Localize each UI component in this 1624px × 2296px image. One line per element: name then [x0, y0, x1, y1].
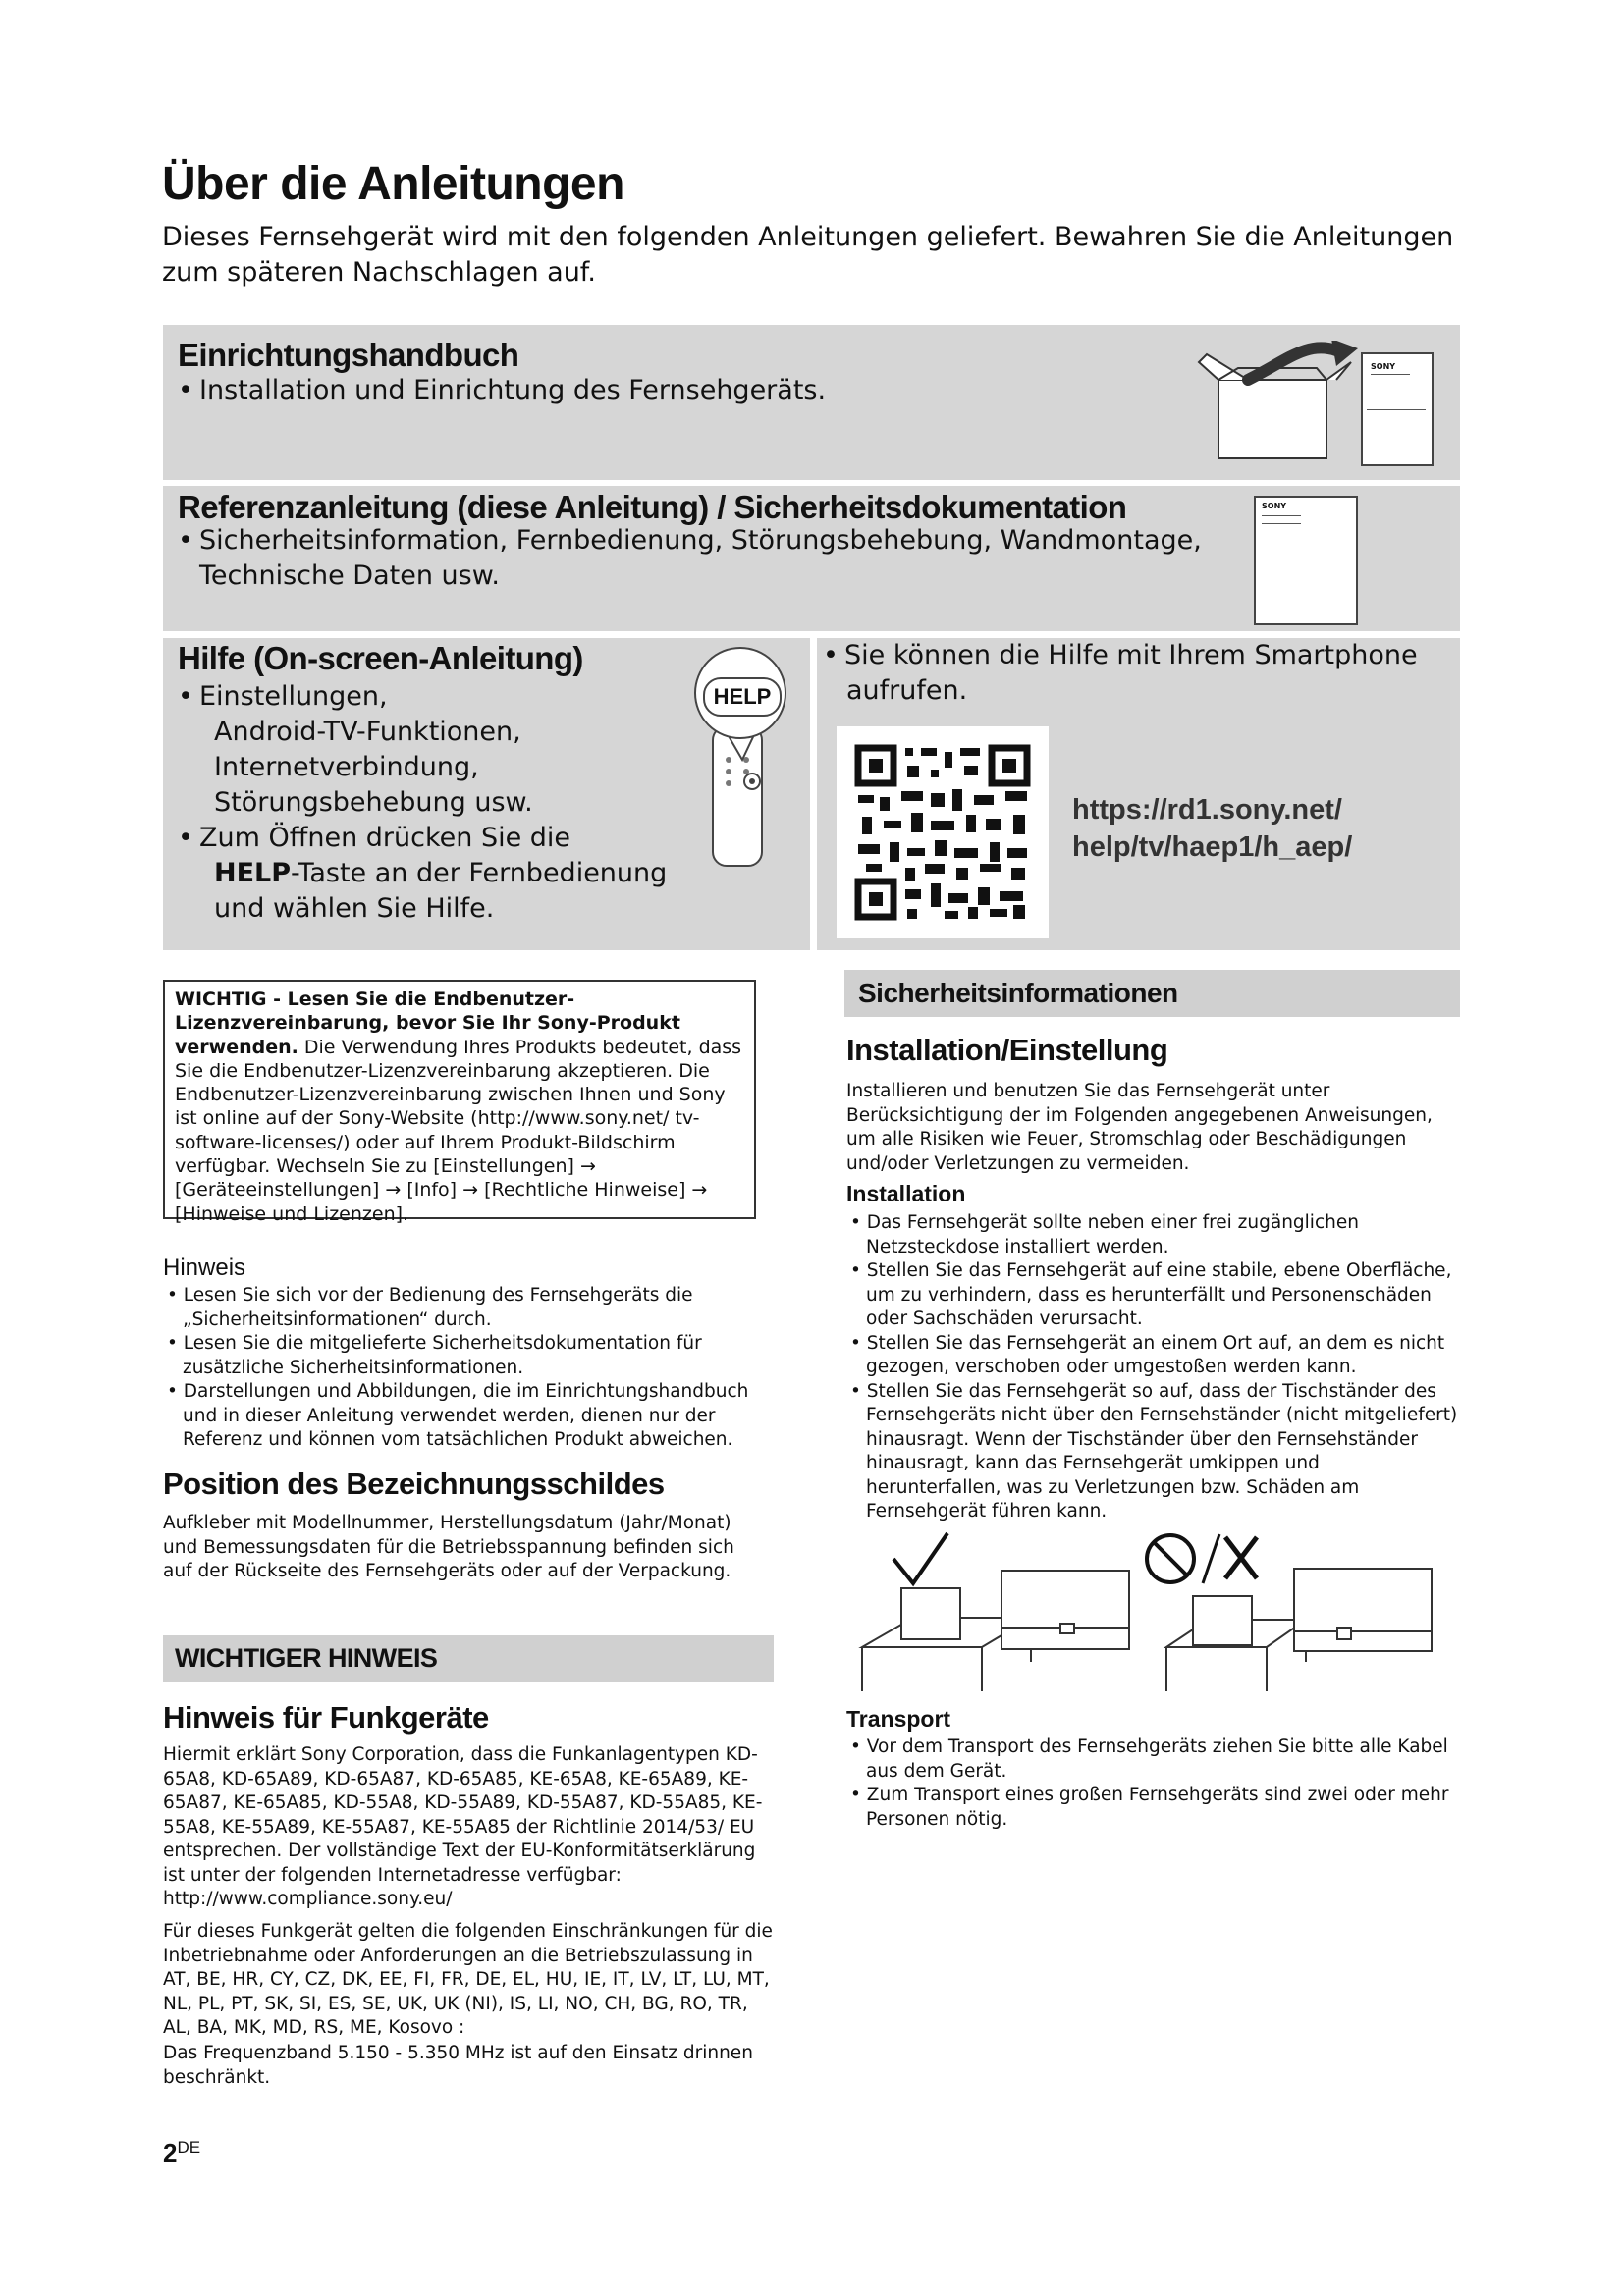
help-bullets: • Einstellungen, Android-TV-Funktionen, Internetverbindung, Störungsbehebung usw. • Zum Öffnen drücken Sie die HELP-Taste an der Fernbedienung und wählen Sie Hilfe.: [178, 681, 668, 924]
reference-manual-title: Referenzanleitung (diese Anleitung) / Sicherheitsdokumentation: [178, 489, 1127, 525]
radio-notice-title: Hinweis für Funkgeräte: [163, 1700, 489, 1735]
brand-label: SONY: [1371, 362, 1396, 371]
hinweis-list: [163, 1284, 772, 1453]
brand-label: SONY: [1262, 502, 1287, 510]
radio-notice-p3: Das Frequenzband 5.150 - 5.350 MHz ist auf den Einsatz drinnen beschränkt.: [163, 2043, 753, 2088]
position-title: Position des Bezeichnungsschildes: [163, 1467, 665, 1501]
setup-manual-box: [163, 325, 1460, 480]
list-item: • Stellen Sie das Fernsehgerät an einem Ort auf, an dem es nicht gezogen, verschoben oder umgestoßen werden kann.: [850, 1332, 1445, 1377]
reference-manual-document-icon: [1254, 496, 1358, 625]
page-number: 2DE: [163, 2138, 201, 2167]
eula-notice-bold: WICHTIG - Lesen Sie die Endbenutzer-Lizenzvereinbarung, bevor Sie Ihr Sony-Produkt verwenden.: [175, 988, 680, 1058]
safety-info-bar: [844, 970, 1460, 1017]
position-text: Aufkleber mit Modellnummer, Herstellungsdatum (Jahr/Monat) und Bemessungsdaten für die Betriebsspannung befinden sich auf der Rückseite des Fernsehgeräts oder auf der Verpackung.: [163, 1513, 734, 1581]
smartphone-text: • Sie können die Hilfe mit Ihrem Smartphone aufrufen.: [823, 640, 1418, 706]
hinweis-title: Hinweis: [163, 1255, 246, 1281]
list-item: • Vor dem Transport des Fernsehgeräts ziehen Sie bitte alle Kabel aus dem Gerät.: [850, 1736, 1448, 1782]
qr-code: [837, 726, 1049, 938]
installation-list: [846, 1211, 1460, 1524]
reference-manual-bullet: • Sicherheitsinformation, Fernbedienung, Störungsbehebung, Wandmontage, Technische Daten usw.: [178, 525, 1202, 591]
safety-info-label: Sicherheitsinformationen: [858, 978, 1178, 1008]
transport-list: [846, 1735, 1460, 1832]
tv-stand-illustration: [854, 1529, 1443, 1701]
qr-code-icon: [837, 726, 1049, 938]
list-item: • Lesen Sie die mitgelieferte Sicherheitsdokumentation für zusätzliche Sicherheitsinformationen.: [167, 1333, 702, 1378]
setup-manual-document-icon: [1361, 352, 1434, 466]
list-item: • Zum Transport eines großen Fernsehgeräts sind zwei oder mehr Personen nötig.: [850, 1785, 1449, 1830]
setup-manual-bullet: • Installation und Einrichtung des Fernsehgeräts.: [178, 375, 827, 405]
transport-title: Transport: [846, 1706, 951, 1732]
installation-title: Installation: [846, 1181, 966, 1206]
list-item: • Das Fernsehgerät sollte neben einer frei zugänglichen Netzsteckdose installiert werden.: [850, 1212, 1359, 1257]
help-button-label: HELP: [703, 677, 782, 717]
packaging-box-icon: [1189, 341, 1385, 468]
radio-notice-p1: Hiermit erklärt Sony Corporation, dass die Funkanlagentypen KD-65A8, KD-65A89, KD-65A87, KD-65A85, KE-65A8, KE-65A89, KE-65A87, KE-65A85, KD-55A8, KD-55A89, KD-55A87, KD-55A85, KE-55A8, KE-55A89, KE-55A87, KE-55A85 der Richtlinie 2014/53/ EU entsprechen. Der vollständige Text der EU-Konformitätserklärung ist unter der folgenden Internetadresse verfügbar: http://www.compliance.sony.eu/: [163, 1744, 763, 1909]
important-notice-label: WICHTIGER HINWEIS: [175, 1643, 438, 1673]
help-box-right: [817, 638, 1460, 950]
page-intro: Dieses Fernsehgerät wird mit den folgenden Anleitungen geliefert. Bewahren Sie die Anleitungen zum späteren Nachschlagen auf.: [162, 222, 1454, 288]
installation-setup-title: Installation/Einstellung: [846, 1033, 1168, 1067]
page-title: Über die Anleitungen: [162, 158, 624, 210]
eula-notice-text: Die Verwendung Ihres Produkts bedeutet, dass Sie die Endbenutzer-Lizenzvereinbarung akzeptieren. Die Endbenutzer-Lizenzvereinbarung zwischen Ihnen und Sony ist online auf der Sony-Website (http://www.sony.net/ tv-software-licenses/) oder auf Ihrem Produkt-Bildschirm verfügbar. Wechseln Sie zu [Einstellungen] → [Geräteeinstellungen] → [Info] → [Rechtliche Hinweise] → [Hinweise und Lizenzen].: [175, 1036, 742, 1225]
help-title: Hilfe (On-screen-Anleitung): [178, 640, 583, 676]
list-item: • Stellen Sie das Fernsehgerät auf eine stabile, ebene Oberfläche, um zu verhindern, dass es herunterfällt und Personenschäden oder Sachschäden verursacht.: [850, 1260, 1452, 1329]
help-box-left: [163, 638, 810, 950]
list-item: • Stellen Sie das Fernsehgerät so auf, dass der Tischständer des Fernsehgeräts nicht über den Fernsehständer (nicht mitgeliefert) hinausragt. Wenn der Tischständer über den Fernsehständer hinausragt, kann das Fernsehgerät umkippen und herunterfallen, was zu Verletzungen bzw. Schäden am Fernsehgerät führen kann.: [850, 1380, 1458, 1522]
reference-manual-box: [163, 486, 1460, 631]
list-item: • Lesen Sie sich vor der Bedienung des Fernsehgeräts die „Sicherheitsinformationen“ durch.: [167, 1285, 693, 1330]
eula-notice-box: [163, 980, 756, 1225]
safety-intro: Installieren und benutzen Sie das Fernsehgerät unter Berücksichtigung der im Folgenden angegebenen Anweisungen, um alle Risiken wie Feuer, Stromschlag oder Beschädigungen und/oder Verletzungen zu vermeiden.: [846, 1081, 1433, 1174]
radio-notice-p2: Für dieses Funkgerät gelten die folgenden Einschränkungen für die Inbetriebnahme oder Anforderungen an die Betriebszulassung in AT, BE, HR, CY, CZ, DK, EE, FI, FR, DE, EL, HU, IE, IT, LV, LT, LU, MT, NL, PL, PT, SK, SI, ES, SE, UK, UK (NI), IS, LI, NO, CH, BG, RO, TR, AL, BA, MK, MD, RS, ME, Kosovo :: [163, 1921, 773, 2038]
help-url[interactable]: https://rd1.sony.net/ help/tv/haep1/h_aep/: [1072, 794, 1353, 863]
setup-manual-title: Einrichtungshandbuch: [178, 337, 519, 373]
important-notice-bar: [163, 1635, 774, 1682]
list-item: • Darstellungen und Abbildungen, die im Einrichtungshandbuch und in dieser Anleitung verwendet werden, dienen nur der Referenz und können vom tatsächlichen Produkt abweichen.: [167, 1381, 749, 1450]
